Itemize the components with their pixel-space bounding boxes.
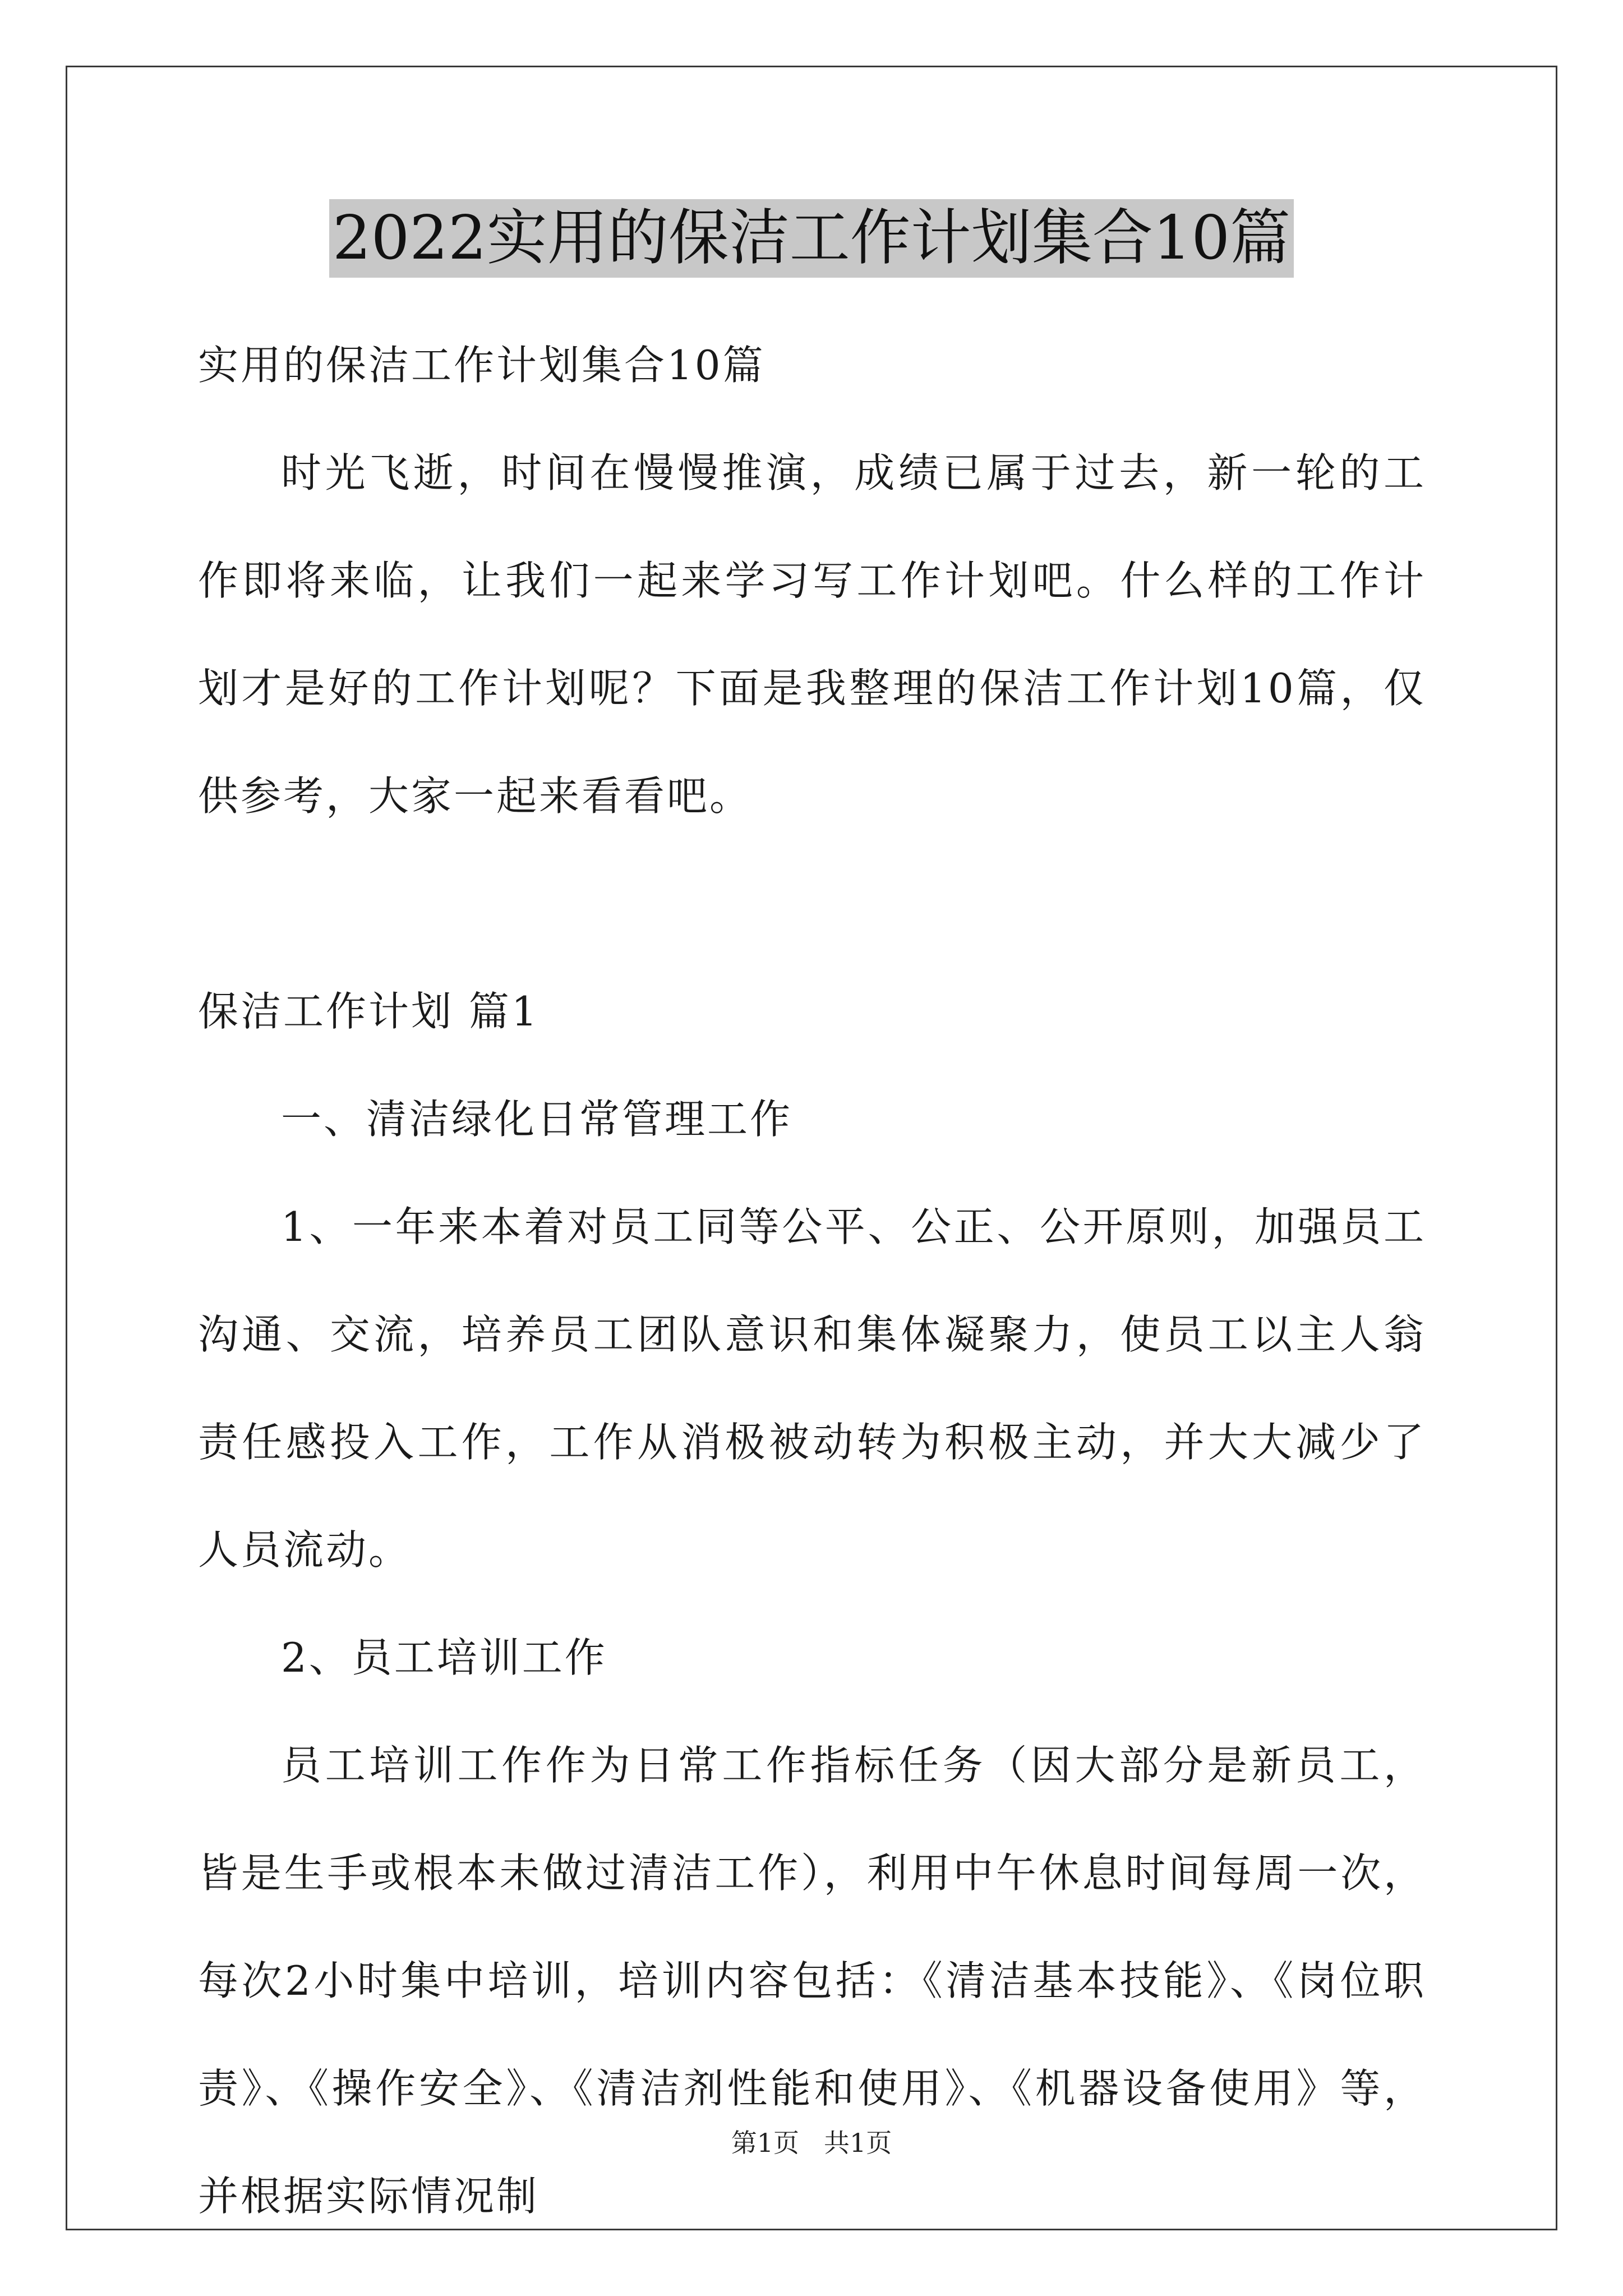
page-number-total: 共1页 [824,2128,892,2158]
page-footer [0,2126,1623,2160]
paragraph-spacer [198,850,1426,958]
document-title: 2022实用的保洁工作计划集合10篇 [329,199,1294,278]
section-heading: 保洁工作计划 篇1 [198,988,540,1035]
paragraph-2: 员工培训工作作为日常工作指标任务（因大部分是新员工，皆是生手或根本未做过清洁工作），利用中午休息时间每周一次，每次2小时集中培训，培训内容包括：《清洁基本技能》、《岗位职责》、《操作安全》、《清洁剂性能和使用》、《机器设备使用》等，并根据实际情况制 [198,1742,1426,2220]
intro-paragraph: 时光飞逝，时间在慢慢推演，成绩已属于过去，新一轮的工作即将来临，让我们一起来学习写工作计划吧。什么样的工作计划才是好的工作计划呢？下面是我整理的保洁工作计划10篇，仅供参考，大家一起来看看吧。 [198,449,1426,820]
page-number-current: 第1页 [731,2128,799,2158]
item-heading-1: 一、清洁绿化日常管理工作 [281,1096,793,1143]
title-container [0,199,1623,278]
document-body [198,311,1426,2250]
item-heading-2: 2、员工培训工作 [281,1634,607,1681]
document-subtitle: 实用的保洁工作计划集合10篇 [198,342,766,389]
paragraph-1: 1、一年来本着对员工同等公平、公正、公开原则，加强员工沟通、交流，培养员工团队意识和集体凝聚力，使员工以主人翁责任感投入工作，工作从消极被动转为积极主动，并大大减少了人员流动。 [198,1203,1426,1573]
